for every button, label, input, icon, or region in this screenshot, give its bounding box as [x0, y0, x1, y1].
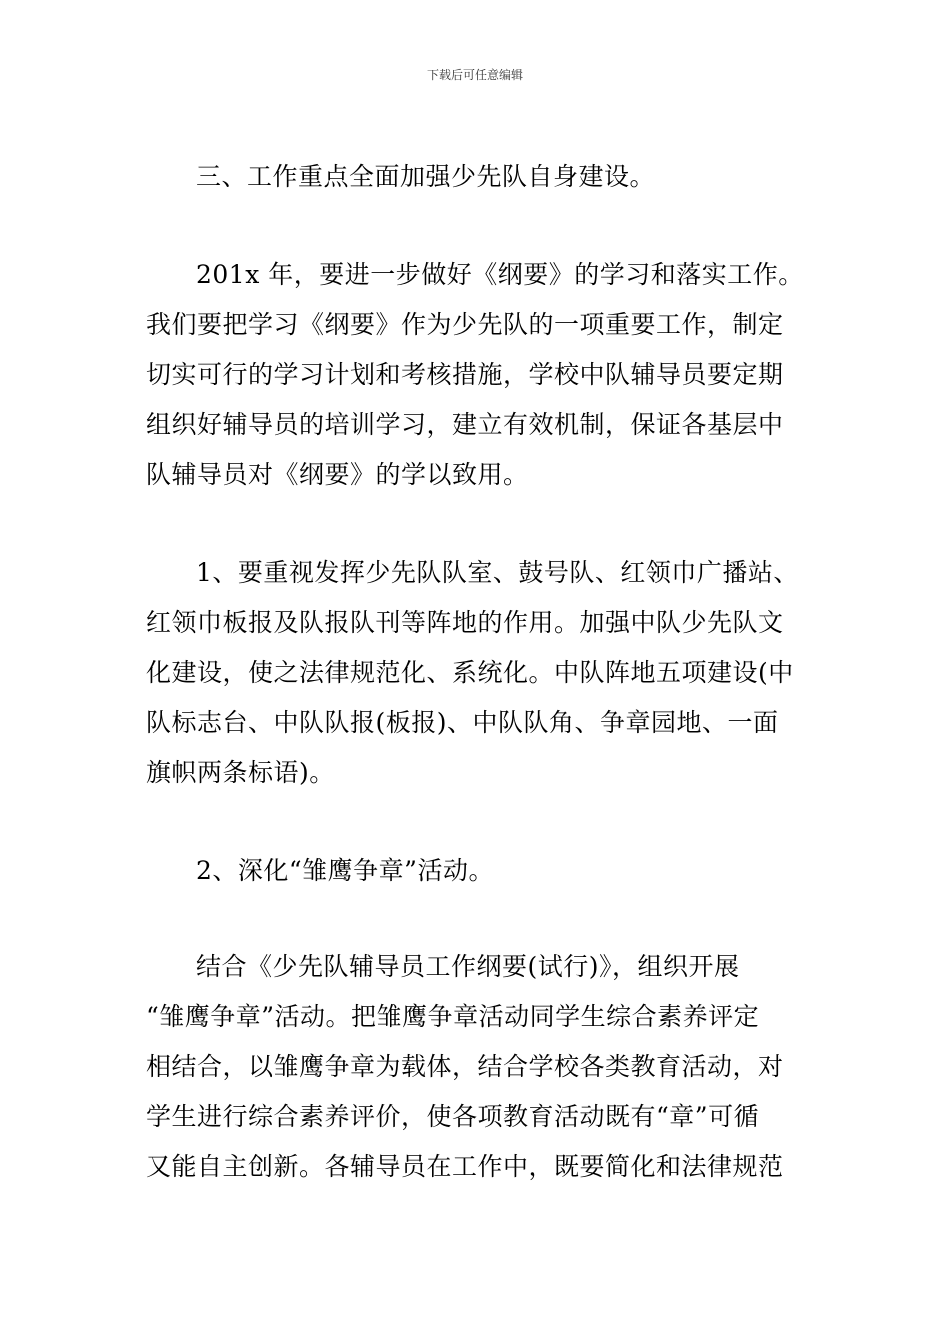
- paragraph-line: 结合《少先队辅导员工作纲要(试行)》，组织开展: [196, 952, 740, 981]
- paragraph-line: 相结合，以雏鹰争章为载体，结合学校各类教育活动，对: [146, 1052, 784, 1081]
- paragraph-line: 我们要把学习《纲要》作为少先队的一项重要工作，制定: [146, 310, 784, 339]
- paragraph-line: 队辅导员对《纲要》的学以致用。: [146, 460, 529, 489]
- section-heading: 三、工作重点全面加强少先队自身建设。: [196, 162, 656, 191]
- paragraph-gap: [146, 500, 806, 548]
- paragraph-line: 旗帜两条标语)。: [146, 758, 335, 787]
- paragraph-line: 切实可行的学习计划和考核措施，学校中队辅导员要定期: [146, 360, 784, 389]
- paragraph-line: 组织好辅导员的培训学习，建立有效机制，保证各基层中: [146, 410, 784, 439]
- paragraph-line: 学生进行综合素养评价，使各项教育活动既有“章”可循: [146, 1102, 760, 1131]
- paragraph-line: 又能自主创新。各辅导员在工作中，既要简化和法律规范: [146, 1152, 784, 1181]
- page-header-note: 下载后可任意编辑: [426, 68, 523, 82]
- paragraph-gap: [146, 896, 806, 942]
- paragraph-line: 201x 年，要进一步做好《纲要》的学习和落实工作。: [196, 260, 804, 289]
- paragraph-line: 化建设，使之法律规范化、系统化。中队阵地五项建设(中: [146, 658, 794, 687]
- paragraph-gap: [146, 202, 806, 250]
- paragraph-line: 队标志台、中队队报(板报)、中队队角、争章园地、一面: [146, 708, 779, 737]
- paragraph-4: [146, 942, 806, 1192]
- paragraph-line: “雏鹰争章”活动。把雏鹰争章活动同学生综合素养评定: [146, 1002, 760, 1031]
- paragraph-1: [146, 250, 806, 500]
- paragraph-gap: [146, 798, 806, 846]
- paragraph-2: [146, 548, 806, 798]
- document-body: [146, 152, 806, 1192]
- paragraph-line: 红领巾板报及队报队刊等阵地的作用。加强中队少先队文: [146, 608, 784, 637]
- subsection-heading: 2、深化“雏鹰争章”活动。: [196, 856, 494, 885]
- paragraph-line: 1、要重视发挥少先队队室、鼓号队、红领巾广播站、: [196, 558, 799, 587]
